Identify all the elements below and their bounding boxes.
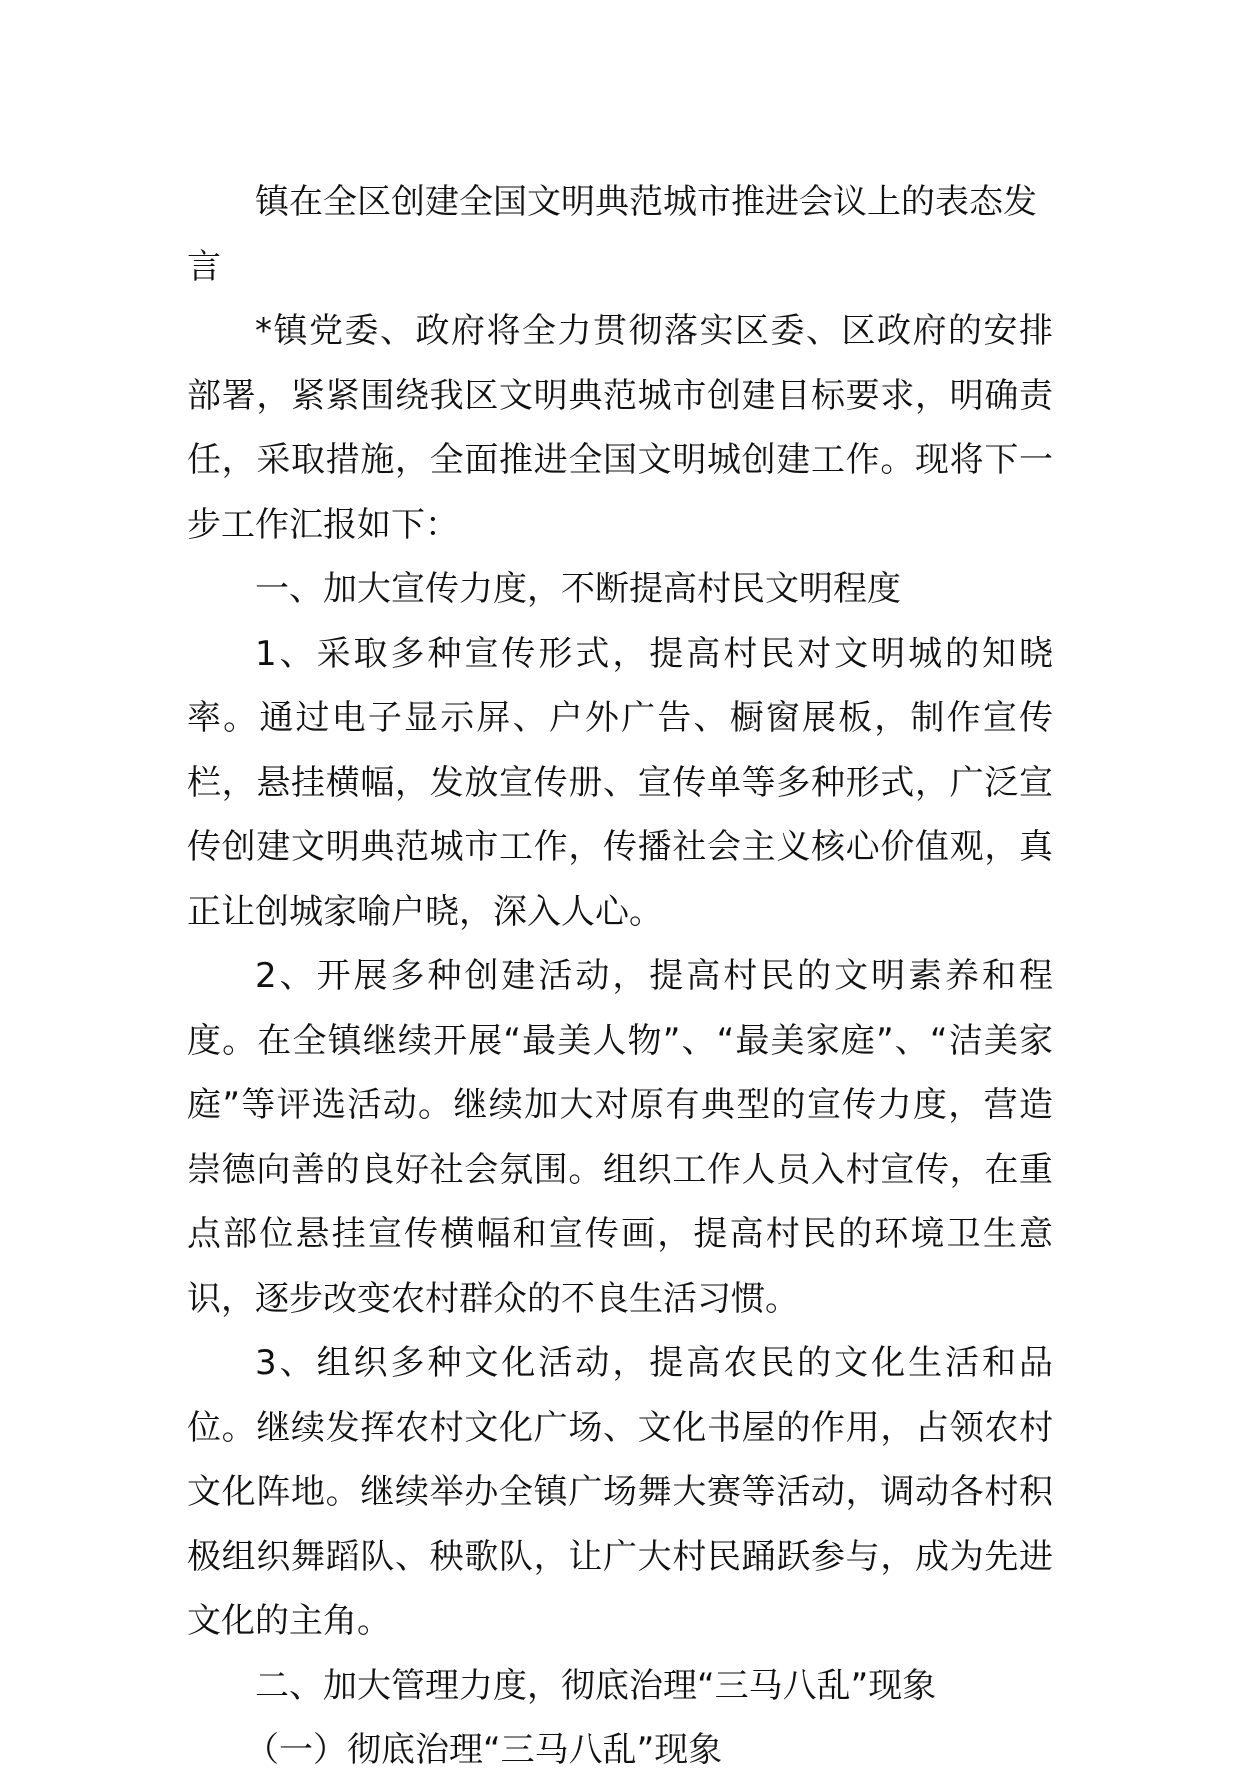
intro-paragraph: *镇党委、政府将全力贯彻落实区委、区政府的安排部署，紧紧围绕我区文明典范城市创建目标要求，明确责任，采取措施，全面推进全国文明城创建工作。现将下一步工作汇报如下： [187,311,1053,545]
section-heading-2: 二、加大管理力度，彻底治理“三马八乱”现象 [255,1665,937,1706]
subsection-heading: （一）彻底治理“三马八乱”现象 [245,1730,723,1770]
document-title: 镇在全区创建全国文明典范城市推进会议上的表态发言 [187,182,1037,287]
paragraph-item-3: 3、组织多种文化活动，提高农民的文化生活和品位。继续发挥农村文化广场、文化书屋的作用，占领农村文化阵地。继续举办全镇广场舞大赛等活动，调动各村积极组织舞蹈队、秧歌队，让广大村民踊跃参与，成为先进文化的主角。 [187,1343,1053,1641]
section-heading-1: 一、加大宣传力度，不断提高村民文明程度 [255,569,901,609]
document-body [187,170,1053,1783]
paragraph-item-1: 1、采取多种宣传形式，提高村民对文明城的知晓率。通过电子显示屏、户外广告、橱窗展板，制作宣传栏，悬挂横幅，发放宣传册、宣传单等多种形式，广泛宣传创建文明典范城市工作，传播社会主义核心价值观，真正让创城家喻户晓，深入人心。 [187,633,1053,932]
paragraph-item-2: 2、开展多种创建活动，提高村民的文明素养和程度。在全镇继续开展“最美人物”、“最美家庭”、“洁美家庭”等评选活动。继续加大对原有典型的宣传力度，营造崇德向善的良好社会氛围。组织工作人员入村宣传，在重点部位悬挂宣传横幅和宣传画，提高村民的环境卫生意识，逐步改变农村群众的不良生活习惯。 [187,956,1053,1319]
